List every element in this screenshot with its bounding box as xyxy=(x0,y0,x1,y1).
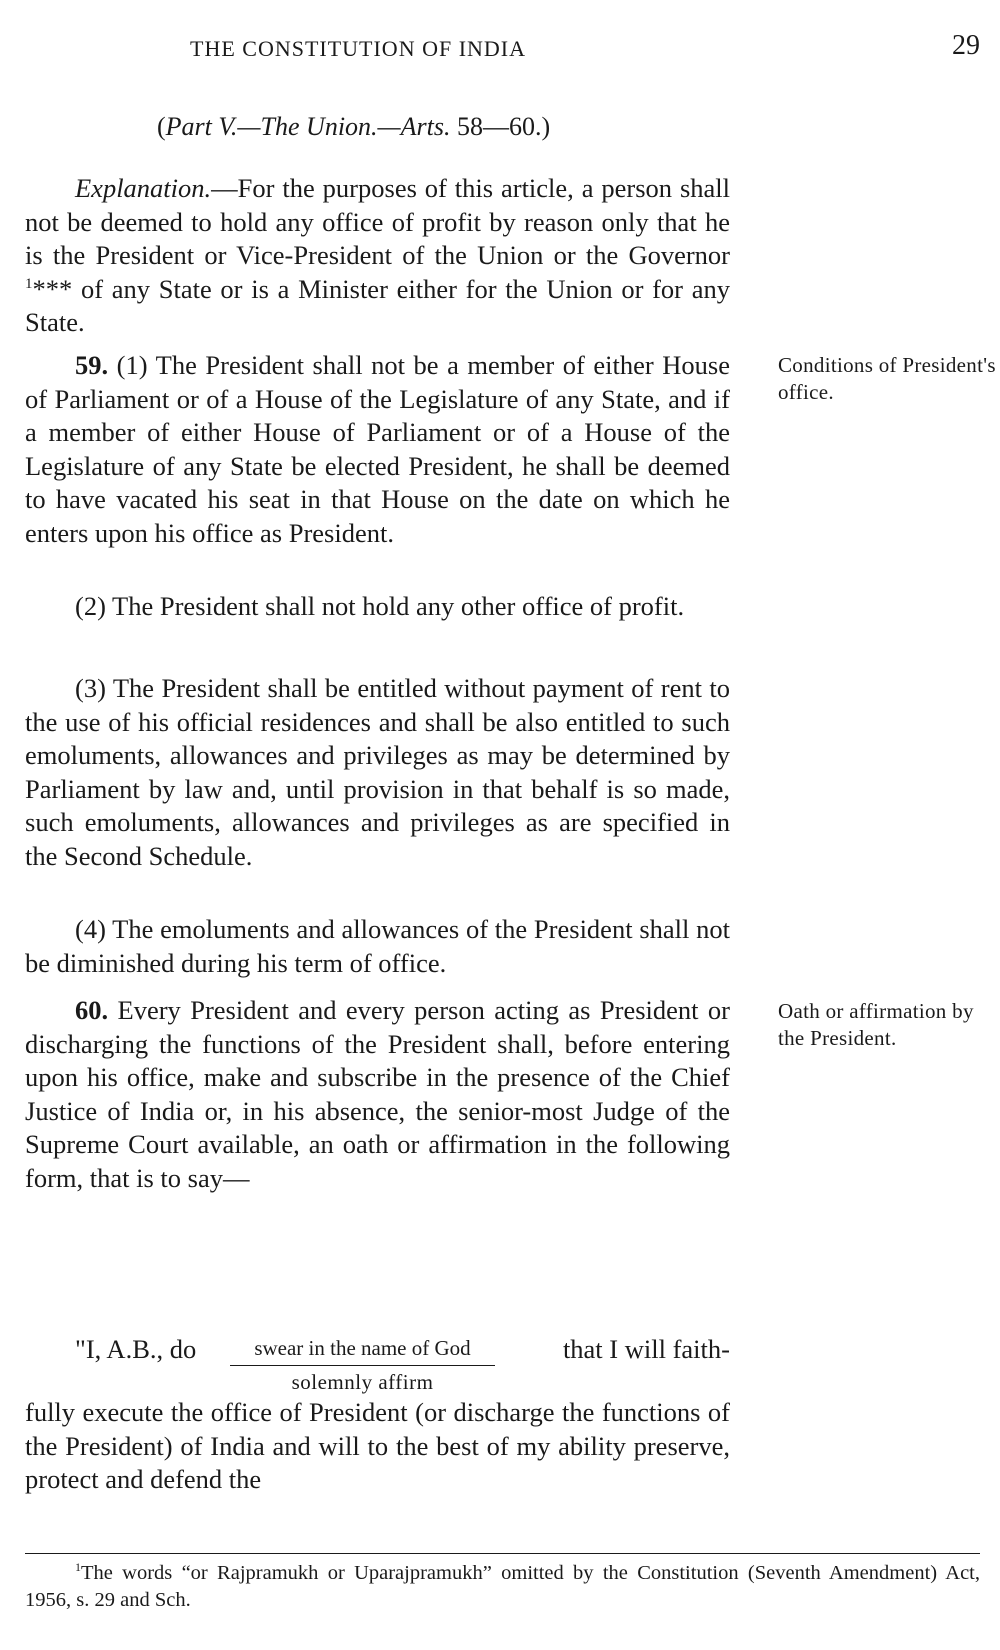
footnote-ref[interactable]: 1 xyxy=(25,275,33,292)
oath-options xyxy=(230,1330,495,1395)
part-heading-italic: Part V.—The Union.—Arts. xyxy=(165,112,451,141)
oath-continuation-text: fully execute the office of President (or discharge the functions of the President) of India and will to the best of my ability preserve, protect and defend the xyxy=(25,1397,730,1494)
oath-line xyxy=(25,1330,730,1394)
explanation-text-b: *** of any State or is a Minister either for the Union or for any State. xyxy=(25,273,730,337)
part-heading-range: 58—60. xyxy=(450,112,542,141)
explanation-paragraph xyxy=(25,172,730,340)
article-59-clause-3 xyxy=(25,672,730,873)
oath-option-affirm: solemnly affirm xyxy=(291,1370,434,1394)
page-number: 29 xyxy=(952,30,980,61)
footnote-text: The words “or Rajpramukh or Uparajpramukh” omitted by the Constitution (Seventh Amendment) Act, 1956, s. 29 and Sch. xyxy=(25,1562,980,1611)
article-59-clause-4-text: (4) The emoluments and allowances of the President shall not be diminished during his term of office. xyxy=(25,914,730,978)
oath-continuation xyxy=(25,1396,730,1497)
explanation-lead: Explanation. xyxy=(75,173,212,203)
article-59-clause-3-text: (3) The President shall be entitled without payment of rent to the use of his official residences and shall be also entitled to such emoluments, allowances and privileges as may be determined by Parliament by law and, until provision in that behalf is so made, such emoluments, allowances and privileges as are specified in the Second Schedule. xyxy=(25,673,730,871)
footnote-divider xyxy=(25,1553,980,1554)
article-60-text: Every President and every person acting as President or discharging the functions of the President shall, before entering upon his office, make and subscribe in the presence of the Chief Justice of India or, in his absence, the senior-most Judge of the Supreme Court available, an oath or affirmation in the following form, that is to say— xyxy=(25,995,730,1193)
article-59-clause-2-text: (2) The President shall not hold any other office of profit. xyxy=(75,591,685,621)
footnote-marker: 1 xyxy=(75,1560,81,1574)
article-59-clause-4 xyxy=(25,913,730,980)
part-heading: (Part V.—The Union.—Arts. 58—60.) xyxy=(157,112,551,141)
article-59-clause-2 xyxy=(25,590,730,624)
article-60-paragraph xyxy=(25,994,730,1195)
article-59-number: 59. xyxy=(75,350,109,380)
oath-option-swear: swear in the name of God xyxy=(230,1330,495,1366)
explanation-text-a: —For the purposes of this article, a person shall not be deemed to hold any office of profit by reason only that he is the President or Vice-President of the Union or the Governor xyxy=(25,173,730,270)
running-title: THE CONSTITUTION OF INDIA xyxy=(190,36,527,61)
article-59-clause-1-text: (1) The President shall not be a member of either House of Parliament or of a House of the Legislature of any State, and if a member of either House of Parliament or of a House of the Legislature of any State be elected President, he shall be deemed to have vacated his seat in that House on the date on which he enters upon his office as President. xyxy=(25,350,730,548)
oath-tail: that I will faith- xyxy=(562,1334,730,1364)
article-60-number: 60. xyxy=(75,995,109,1025)
footnote xyxy=(25,1560,980,1614)
article-59-margin-note: Conditions of President's office. xyxy=(778,353,996,404)
oath-lead: "I, A.B., do xyxy=(75,1334,197,1364)
article-60-margin-note: Oath or affirmation by the President. xyxy=(778,999,974,1050)
article-59-clause-1 xyxy=(25,349,730,550)
